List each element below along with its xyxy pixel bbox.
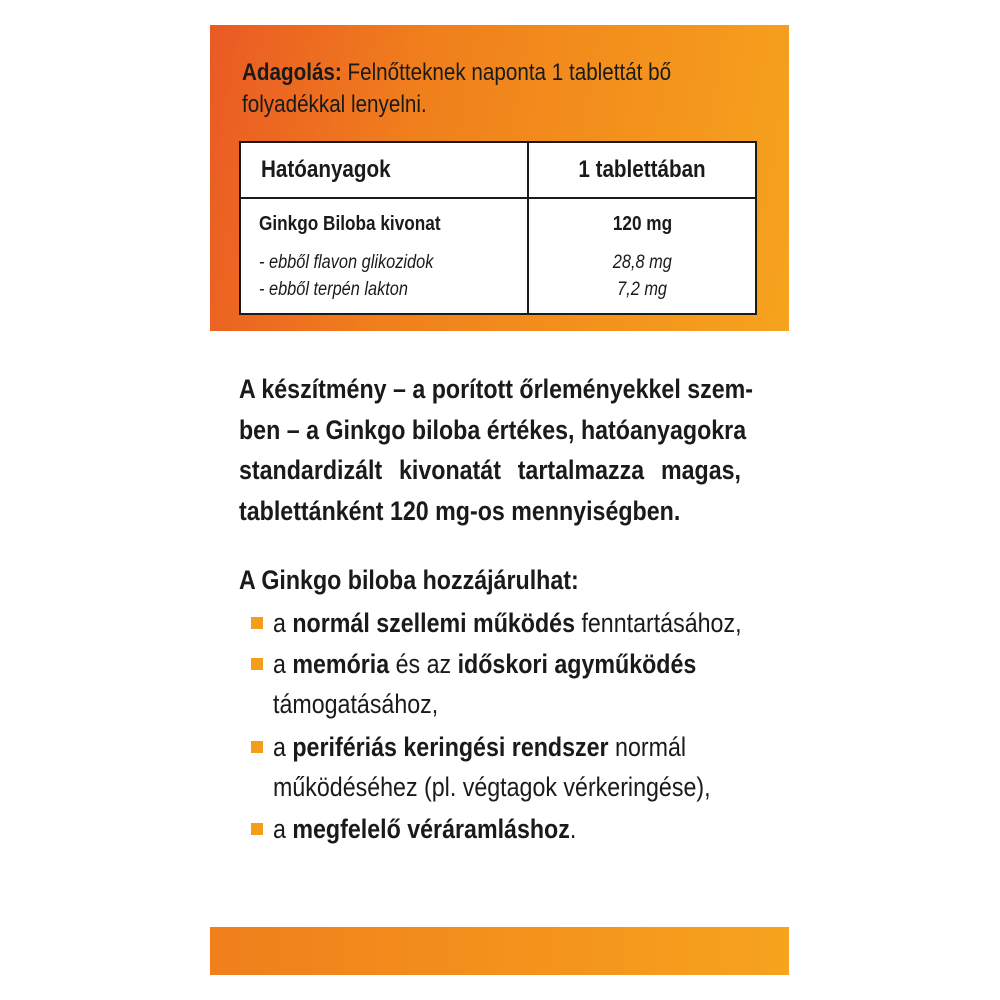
ingredient-main-name (259, 199, 527, 236)
intro-line: ben – a Ginkgo biloba értékes, hatóanyagokra (239, 414, 747, 445)
benefit-text-continuation: működéséhez (pl. végtagok vérkeringése), (273, 772, 711, 802)
ingredient-main-label: Ginkgo Biloba kivonat (259, 213, 441, 235)
benefit-text-continuation: támogatásához, (273, 689, 439, 719)
table-cell-names (240, 198, 528, 314)
ingredients-table (239, 141, 757, 315)
table-header-row (240, 142, 756, 198)
benefit-pre: a (273, 608, 293, 638)
amount-label: 7,2 mg (617, 279, 667, 300)
benefit-pre: a (273, 732, 293, 762)
benefits-heading: A Ginkgo biloba hozzájárulhat: (239, 565, 579, 595)
dosage-text (242, 57, 758, 121)
table-header-ingredients (240, 142, 528, 198)
intro-paragraph (239, 369, 787, 531)
benefit-text (273, 727, 686, 767)
ingredient-sub-amount (529, 276, 755, 303)
benefit-bold: memória (292, 649, 390, 679)
bullet-icon (251, 658, 263, 670)
benefit-text (273, 603, 742, 643)
benefit-bold: időskori agyműködés (457, 649, 697, 679)
benefit-bold: megfelelő véráramláshoz (292, 814, 570, 844)
amount-label: 120 mg (612, 213, 672, 235)
intro-line: A készítmény – a porított őrleményekkel szem- (239, 374, 754, 404)
table-row (240, 198, 756, 314)
benefit-bold: normál szellemi működés (292, 608, 575, 638)
amount-label: 28,8 mg (612, 252, 672, 273)
header-label: Hatóanyagok (261, 156, 391, 183)
benefit-pre: a (273, 649, 293, 679)
bullet-icon (251, 617, 263, 629)
benefit-post: normál (608, 732, 687, 762)
ingredient-sub-name (259, 276, 527, 303)
bullet-icon (251, 741, 263, 753)
dosage-text-line1: Felnőtteknek naponta 1 tablettát bő (341, 59, 672, 86)
ingredient-sub-amount (529, 249, 755, 276)
dosage-label: Adagolás: (242, 59, 342, 86)
benefit-text (273, 809, 576, 849)
footer-bar (210, 927, 789, 975)
sub-ingredient-label: - ebből terpén lakton (259, 279, 408, 300)
table-header-amount (528, 142, 756, 198)
dosage-text-line2: folyadékkal lenyelni. (242, 91, 427, 118)
benefit-post: . (569, 814, 577, 844)
header-label: 1 tablettában (578, 156, 706, 183)
ingredient-main-amount (529, 199, 755, 236)
sub-ingredient-label: - ebből flavon glikozidok (259, 252, 434, 273)
ingredient-sub-name (259, 249, 527, 276)
bullet-icon (251, 823, 263, 835)
intro-line: standardizált kivonatát tartalmazza magas, (239, 455, 741, 485)
benefit-text (273, 644, 696, 684)
intro-line: tablettánként 120 mg-os mennyiségben. (239, 495, 681, 526)
benefit-post: fenntartásához, (574, 608, 742, 638)
table-cell-amounts (528, 198, 756, 314)
benefit-mid: és az (389, 649, 458, 679)
benefit-bold: perifériás keringési rendszer (292, 732, 609, 762)
benefit-pre: a (273, 814, 293, 844)
